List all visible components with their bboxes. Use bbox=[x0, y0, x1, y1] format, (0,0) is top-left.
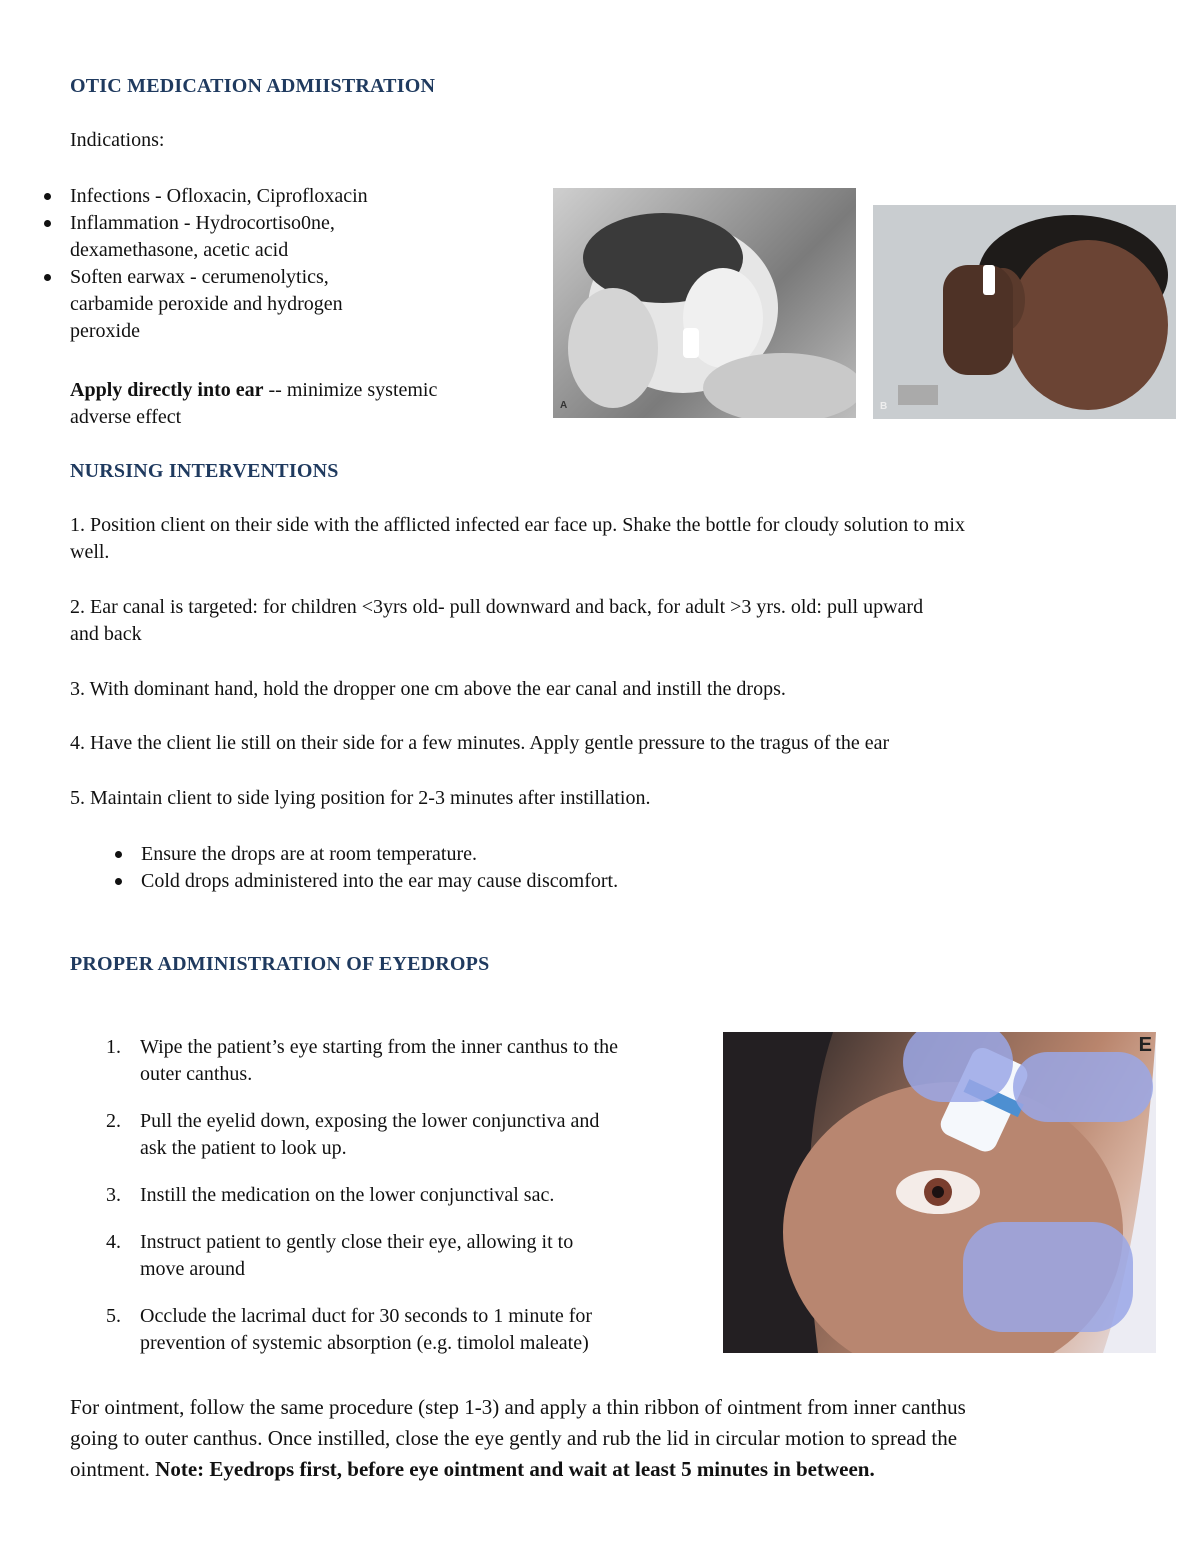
section-title-eyedrops: PROPER ADMINISTRATION OF EYEDROPS bbox=[70, 953, 490, 975]
nursing-bullets bbox=[0, 841, 1140, 895]
list-item bbox=[70, 1034, 720, 1088]
nursing-step-2 bbox=[70, 594, 1140, 648]
ointment-paragraph bbox=[70, 1392, 1170, 1485]
photo-infant-illustration bbox=[553, 188, 856, 418]
step-number: 2. bbox=[106, 1110, 121, 1132]
photo-child-ear-drops bbox=[873, 205, 1176, 419]
step-text: move around bbox=[140, 1258, 245, 1280]
step-text: 1. Position client on their side with the afflicted infected ear face up. Shake the bottle for cloudy solution to mix bbox=[70, 514, 965, 536]
step-number: 3. bbox=[106, 1184, 121, 1206]
list-item bbox=[0, 264, 530, 345]
list-item-text: Ensure the drops are at room temperature. bbox=[141, 843, 477, 865]
step-number: 5. bbox=[106, 1305, 121, 1327]
list-item-text: carbamide peroxide and hydrogen bbox=[70, 293, 343, 315]
indications-list bbox=[70, 183, 530, 345]
step-text: Occlude the lacrimal duct for 30 seconds to 1 minute for bbox=[140, 1305, 593, 1327]
list-item-text: peroxide bbox=[70, 320, 140, 342]
glove-shape bbox=[1013, 1052, 1153, 1122]
apply-note bbox=[70, 377, 530, 431]
step-text: Instill the medication on the lower conjunctival sac. bbox=[140, 1184, 555, 1206]
step-text: Pull the eyelid down, exposing the lower conjunctiva and bbox=[140, 1110, 600, 1132]
step-text: Wipe the patient’s eye starting from the inner canthus to the bbox=[140, 1036, 618, 1058]
paragraph-line: ointment. bbox=[70, 1457, 156, 1481]
step-text: and back bbox=[70, 623, 142, 645]
list-item bbox=[70, 1229, 720, 1283]
indications-label: Indications: bbox=[70, 129, 165, 151]
nursing-step-3: 3. With dominant hand, hold the dropper one cm above the ear canal and instill the drops. bbox=[70, 678, 786, 700]
nursing-step-1 bbox=[70, 512, 1140, 566]
list-item bbox=[70, 1182, 720, 1209]
apply-note-text: -- minimize systemic bbox=[263, 379, 438, 401]
nursing-step-4: 4. Have the client lie still on their side for a few minutes. Apply gentle pressure to the tragus of the ear bbox=[70, 732, 890, 754]
step-number: 4. bbox=[106, 1231, 121, 1253]
ointment-note: Note: Eyedrops first, before eye ointment and wait at least 5 minutes in between. bbox=[155, 1457, 875, 1481]
section-title-nursing: NURSING INTERVENTIONS bbox=[70, 460, 339, 482]
step-number: 1. bbox=[106, 1036, 121, 1058]
list-item-text: dexamethasone, acetic acid bbox=[70, 239, 289, 261]
list-item-text: Cold drops administered into the ear may cause discomfort. bbox=[141, 870, 619, 892]
list-item-text: Soften earwax - cerumenolytics, bbox=[70, 266, 329, 288]
list-item bbox=[70, 1303, 720, 1357]
list-item bbox=[0, 841, 1140, 868]
list-item bbox=[0, 183, 530, 210]
step-text: 2. Ear canal is targeted: for children <3yrs old- pull downward and back, for adult >3 yrs. old: pull upward bbox=[70, 596, 924, 618]
apply-note-text: adverse effect bbox=[70, 406, 182, 428]
page-title: OTIC MEDICATION ADMIISTRATION bbox=[70, 75, 436, 97]
step-text: well. bbox=[70, 541, 110, 563]
photo-infant-ear-drops bbox=[553, 188, 856, 418]
photo-child-illustration bbox=[873, 205, 1176, 419]
photo-label-e: E bbox=[1138, 1034, 1152, 1056]
paragraph-line: For ointment, follow the same procedure (step 1-3) and apply a thin ribbon of ointment from inner canthus bbox=[70, 1395, 966, 1419]
apply-note-bold: Apply directly into ear bbox=[70, 379, 264, 401]
nursing-step-5: 5. Maintain client to side lying position for 2-3 minutes after instillation. bbox=[70, 787, 651, 809]
photo-label-b: B bbox=[880, 401, 888, 412]
list-item-text: Inflammation - Hydrocortiso0ne, bbox=[70, 212, 335, 234]
step-text: ask the patient to look up. bbox=[140, 1137, 347, 1159]
list-item bbox=[0, 210, 530, 264]
photo-label-a: A bbox=[560, 400, 568, 411]
photo-eyedrop-instillation bbox=[723, 1032, 1156, 1353]
list-item-text: Infections - Ofloxacin, Ciprofloxacin bbox=[70, 185, 368, 207]
step-text: Instruct patient to gently close their eye, allowing it to bbox=[140, 1231, 574, 1253]
step-text: outer canthus. bbox=[140, 1063, 253, 1085]
glove-shape bbox=[903, 1032, 1013, 1102]
list-item bbox=[70, 1108, 720, 1162]
step-text: prevention of systemic absorption (e.g. timolol maleate) bbox=[140, 1332, 589, 1354]
eye-steps-list bbox=[70, 1034, 720, 1357]
paragraph-line: going to outer canthus. Once instilled, close the eye gently and rub the lid in circular motion to spread the bbox=[70, 1426, 958, 1450]
list-item bbox=[0, 868, 1140, 895]
glove-shape bbox=[963, 1222, 1133, 1332]
